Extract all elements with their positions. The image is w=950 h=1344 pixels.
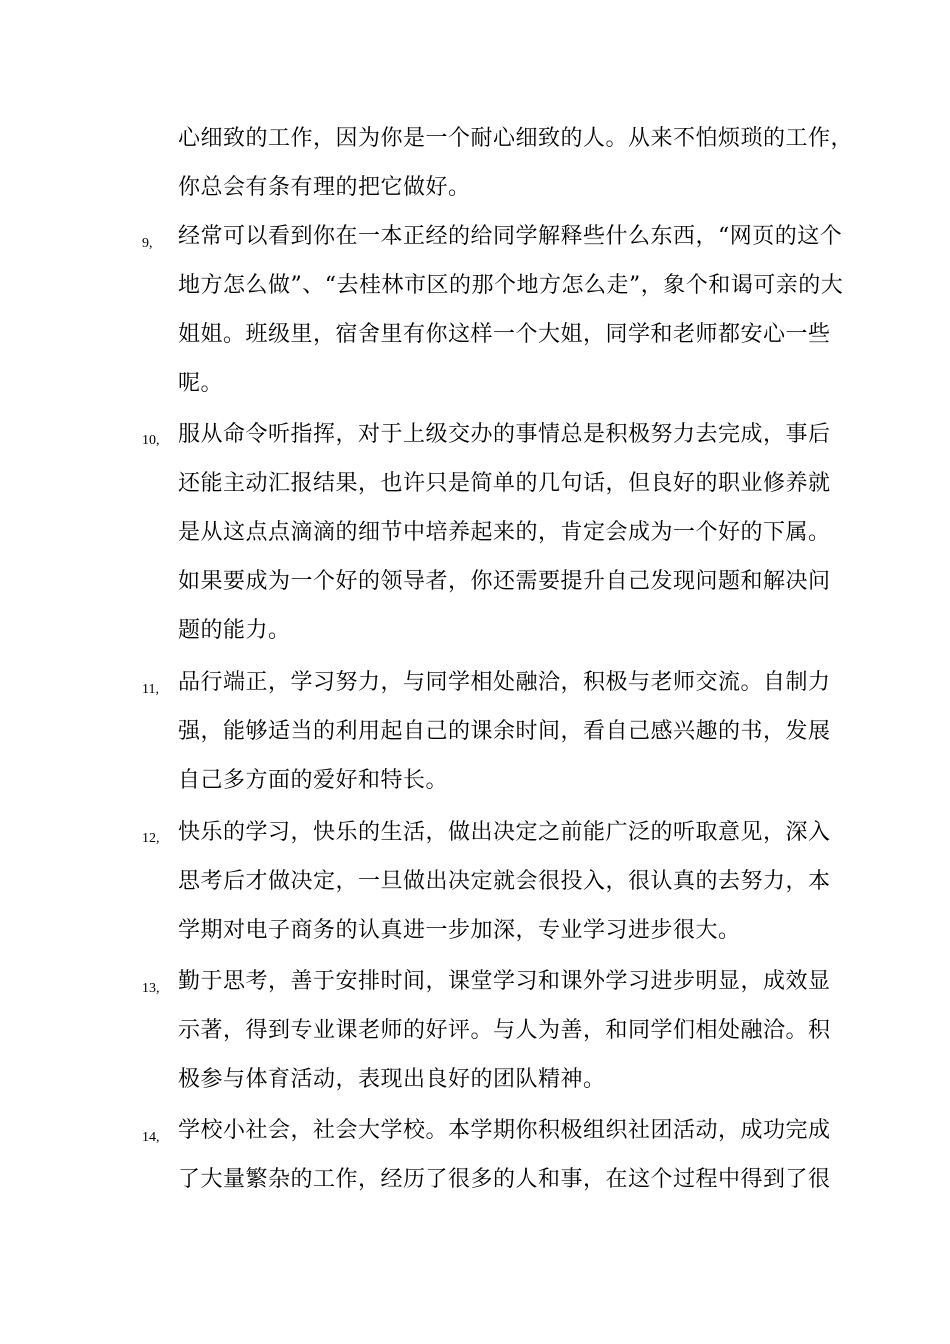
paragraph-line: 学校小社会，社会大学校。本学期你积极组织社团活动，成功完成: [178, 1118, 831, 1143]
paragraph-line: 地方怎么做”、“去桂林市区的那个地方怎么走”，象个和谒可亲的大: [178, 273, 844, 298]
paragraph-line: 你总会有条有理的把它做好。: [178, 175, 471, 200]
paragraph-line: 如果要成为一个好的领导者，你还需要提升自己发现问题和解决问: [178, 569, 831, 594]
paragraph-line: 还能主动汇报结果，也许只是简单的几句话，但良好的职业修养就: [178, 471, 831, 496]
item-number: 14,: [142, 1130, 160, 1145]
paragraph-line: 极参与体育活动，表现出良好的团队精神。: [178, 1067, 606, 1092]
item-number: 10,: [142, 433, 160, 448]
item-number: 11,: [142, 682, 159, 697]
paragraph-line: 自己多方面的爱好和特长。: [178, 768, 449, 793]
paragraph-line: 示著，得到专业课老师的好评。与人为善，和同学们相处融洽。积: [178, 1018, 831, 1043]
paragraph-line: 学期对电子商务的认真进一步加深，专业学习进步很大。: [178, 918, 741, 943]
list-item: [178, 658, 831, 805]
paragraph-line: 服从命令听指挥，对于上级交办的事情总是积极努力去完成，事后: [178, 422, 831, 447]
paragraph-line: 姐姐。班级里，宿舍里有你这样一个大姐，同学和老师都安心一些: [178, 322, 831, 347]
paragraph-line: 快乐的学习，快乐的生活，做出决定之前能广泛的听取意见，深入: [178, 820, 831, 845]
item-number: 12,: [142, 831, 160, 846]
intro-paragraph: [178, 114, 854, 212]
paragraph-line: 强，能够适当的利用起自己的课余时间，看自己感兴趣的书，发展: [178, 719, 831, 744]
list-item: [178, 410, 831, 655]
list-item: [178, 1106, 831, 1204]
paragraph-line: 了大量繁杂的工作，经历了很多的人和事，在这个过程中得到了很: [178, 1167, 831, 1192]
paragraph-line: 勤于思考，善于安排时间，课堂学习和课外学习进步明显，成效显: [178, 969, 831, 994]
item-number: 9,: [142, 236, 153, 251]
list-item: [178, 212, 844, 408]
paragraph-line: 经常可以看到你在一本正经的给同学解释些什么东西，“网页的这个: [178, 224, 843, 249]
paragraph-line: 是从这点点滴滴的细节中培养起来的，肯定会成为一个好的下属。: [178, 520, 831, 545]
paragraph-line: 品行端正，学习努力，与同学相处融洽，积极与老师交流。自制力: [178, 670, 831, 695]
paragraph-line: 呢。: [178, 371, 224, 396]
paragraph-line: 思考后才做决定，一旦做出决定就会很投入，很认真的去努力，本: [178, 869, 831, 894]
paragraph-line: 题的能力。: [178, 618, 291, 643]
paragraph-line: 心细致的工作，因为你是一个耐心细致的人。从来不怕烦琐的工作，: [178, 126, 854, 151]
item-number: 13,: [142, 981, 160, 996]
list-item: [178, 808, 831, 955]
list-item: [178, 957, 831, 1104]
